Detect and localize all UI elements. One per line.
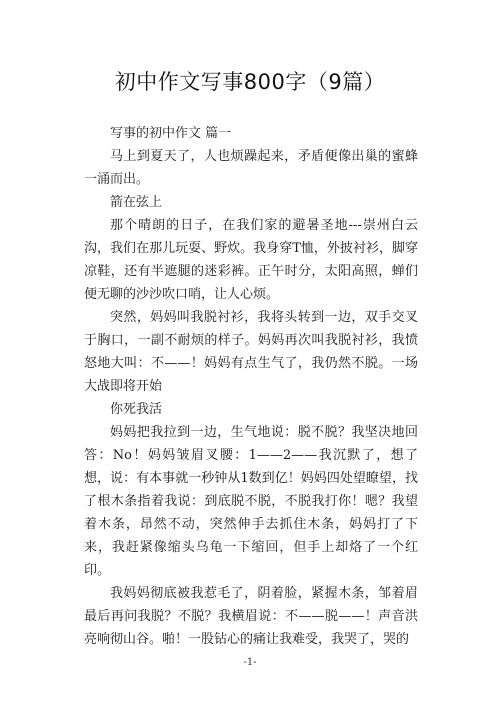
paragraph-subheading: 你死我活 [110, 402, 163, 417]
document-body [84, 122, 418, 651]
paragraph: 马上到夏天了，人也烦躁起来，矛盾便像出巢的蜜蜂一涌而出。 [84, 149, 418, 187]
paragraph: 突然，妈妈叫我脱衬衫，我将头转到一边，双手交叉于胸口，一副不耐烦的样子。妈妈再次叫我脱衬衫，我愤怒地大叫：不——！妈妈有点生气了，我仍然不脱。一场大战即将开始 [84, 310, 418, 394]
paragraph-heading-1: 写事的初中作文 篇一 [110, 126, 232, 141]
paragraph: 妈妈把我拉到一边，生气地说：脱不脱？我坚决地回答：No！妈妈皱眉叉腰：1——2——我沉默了，想了想，说：有本事就一秒钟从1数到亿！妈妈四处望瞭望，找了根木条指着我说：到底脱不脱，不脱我打你！嗯？我望着木条，昂然不动，突然伸手去抓住木条，妈妈打了下来，我赶紧像缩头乌龟一下缩回，但手上却烙了一个红印。 [84, 425, 418, 578]
page-number: -1- [243, 657, 257, 668]
paragraph-subheading: 箭在弦上 [110, 195, 163, 210]
paragraph: 那个晴朗的日子，在我们家的避暑圣地---崇州白云沟，我们在那儿玩耍、野炊。我身穿T恤，外披衬衫，脚穿凉鞋，还有半遮腿的迷彩裤。正午时分，太阳高照，蝉们便无聊的沙沙吹口哨，让人心烦。 [84, 218, 418, 302]
paragraph: 我妈妈彻底被我惹毛了，阴着脸，紧握木条，邹着眉最后再问我脱？不脱？我横眉说：不——脱——！声音洪亮响彻山谷。啪！一股钻心的痛让我难受，我哭了，哭的 [84, 586, 418, 647]
document-title: 初中作文写事800字（9篇） [114, 70, 386, 94]
